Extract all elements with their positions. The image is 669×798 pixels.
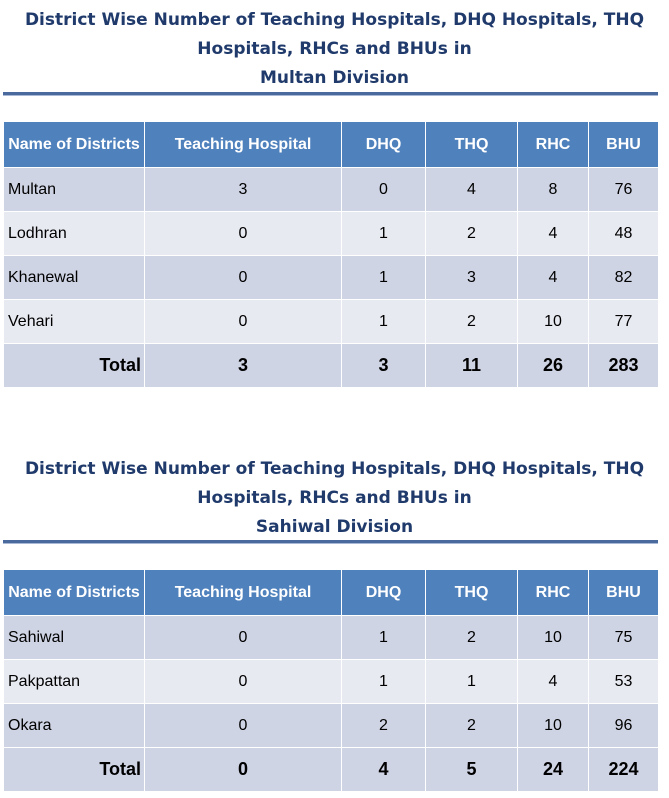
total-label: Total xyxy=(4,748,145,792)
multan-title xyxy=(0,6,669,93)
title-line: District Wise Number of Teaching Hospitals, DHQ Hospitals, THQ xyxy=(24,459,645,479)
value-cell: 10 xyxy=(518,300,589,344)
column-header: THQ xyxy=(426,570,518,616)
value-cell: 10 xyxy=(518,616,589,660)
total-cell: 11 xyxy=(426,344,518,388)
value-cell: 8 xyxy=(518,168,589,212)
value-cell: 2 xyxy=(342,704,426,748)
value-cell: 48 xyxy=(589,212,659,256)
column-header: Teaching Hospital xyxy=(145,570,342,616)
total-row xyxy=(4,748,659,792)
title-line: Sahiwal Division xyxy=(255,517,414,537)
value-cell: 76 xyxy=(589,168,659,212)
column-header: THQ xyxy=(426,122,518,168)
total-label: Total xyxy=(4,344,145,388)
table-row xyxy=(4,616,659,660)
table-row xyxy=(4,300,659,344)
value-cell: 0 xyxy=(145,660,342,704)
value-cell: 0 xyxy=(145,300,342,344)
district-cell: Lodhran xyxy=(4,212,145,256)
value-cell: 4 xyxy=(518,660,589,704)
value-cell: 96 xyxy=(589,704,659,748)
table-header-row xyxy=(4,570,659,616)
column-header: BHU xyxy=(589,570,659,616)
column-header: RHC xyxy=(518,122,589,168)
total-row xyxy=(4,344,659,388)
district-cell: Pakpattan xyxy=(4,660,145,704)
total-cell: 26 xyxy=(518,344,589,388)
total-cell: 4 xyxy=(342,748,426,792)
column-header: BHU xyxy=(589,122,659,168)
value-cell: 1 xyxy=(342,256,426,300)
value-cell: 0 xyxy=(145,704,342,748)
total-cell: 3 xyxy=(342,344,426,388)
district-cell: Sahiwal xyxy=(4,616,145,660)
value-cell: 4 xyxy=(518,212,589,256)
table-row xyxy=(4,660,659,704)
column-header: Name of Districts xyxy=(4,122,145,168)
value-cell: 4 xyxy=(426,168,518,212)
column-header: Teaching Hospital xyxy=(145,122,342,168)
title-divider xyxy=(3,540,658,543)
title-line: Hospitals, RHCs and BHUs in xyxy=(197,488,472,508)
table-row xyxy=(4,256,659,300)
total-cell: 5 xyxy=(426,748,518,792)
value-cell: 53 xyxy=(589,660,659,704)
district-cell: Multan xyxy=(4,168,145,212)
title-line: Multan Division xyxy=(259,68,410,88)
total-cell: 0 xyxy=(145,748,342,792)
value-cell: 1 xyxy=(426,660,518,704)
value-cell: 1 xyxy=(342,212,426,256)
value-cell: 0 xyxy=(342,168,426,212)
district-cell: Khanewal xyxy=(4,256,145,300)
multan-table xyxy=(3,121,659,388)
title-divider xyxy=(3,92,658,95)
sahiwal-table xyxy=(3,569,659,792)
value-cell: 2 xyxy=(426,704,518,748)
column-header: RHC xyxy=(518,570,589,616)
value-cell: 1 xyxy=(342,660,426,704)
table-row xyxy=(4,212,659,256)
table-row xyxy=(4,704,659,748)
value-cell: 2 xyxy=(426,300,518,344)
column-header: Name of Districts xyxy=(4,570,145,616)
value-cell: 77 xyxy=(589,300,659,344)
value-cell: 10 xyxy=(518,704,589,748)
district-cell: Okara xyxy=(4,704,145,748)
value-cell: 4 xyxy=(518,256,589,300)
district-cell: Vehari xyxy=(4,300,145,344)
title-line: Hospitals, RHCs and BHUs in xyxy=(197,39,472,59)
value-cell: 2 xyxy=(426,616,518,660)
title-line: District Wise Number of Teaching Hospitals, DHQ Hospitals, THQ xyxy=(24,10,645,30)
sahiwal-title xyxy=(0,455,669,542)
value-cell: 0 xyxy=(145,616,342,660)
value-cell: 1 xyxy=(342,300,426,344)
table-row xyxy=(4,168,659,212)
value-cell: 3 xyxy=(145,168,342,212)
total-cell: 224 xyxy=(589,748,659,792)
column-header: DHQ xyxy=(342,122,426,168)
value-cell: 2 xyxy=(426,212,518,256)
value-cell: 75 xyxy=(589,616,659,660)
value-cell: 82 xyxy=(589,256,659,300)
value-cell: 0 xyxy=(145,256,342,300)
total-cell: 3 xyxy=(145,344,342,388)
value-cell: 0 xyxy=(145,212,342,256)
value-cell: 1 xyxy=(342,616,426,660)
total-cell: 24 xyxy=(518,748,589,792)
total-cell: 283 xyxy=(589,344,659,388)
value-cell: 3 xyxy=(426,256,518,300)
column-header: DHQ xyxy=(342,570,426,616)
table-header-row xyxy=(4,122,659,168)
